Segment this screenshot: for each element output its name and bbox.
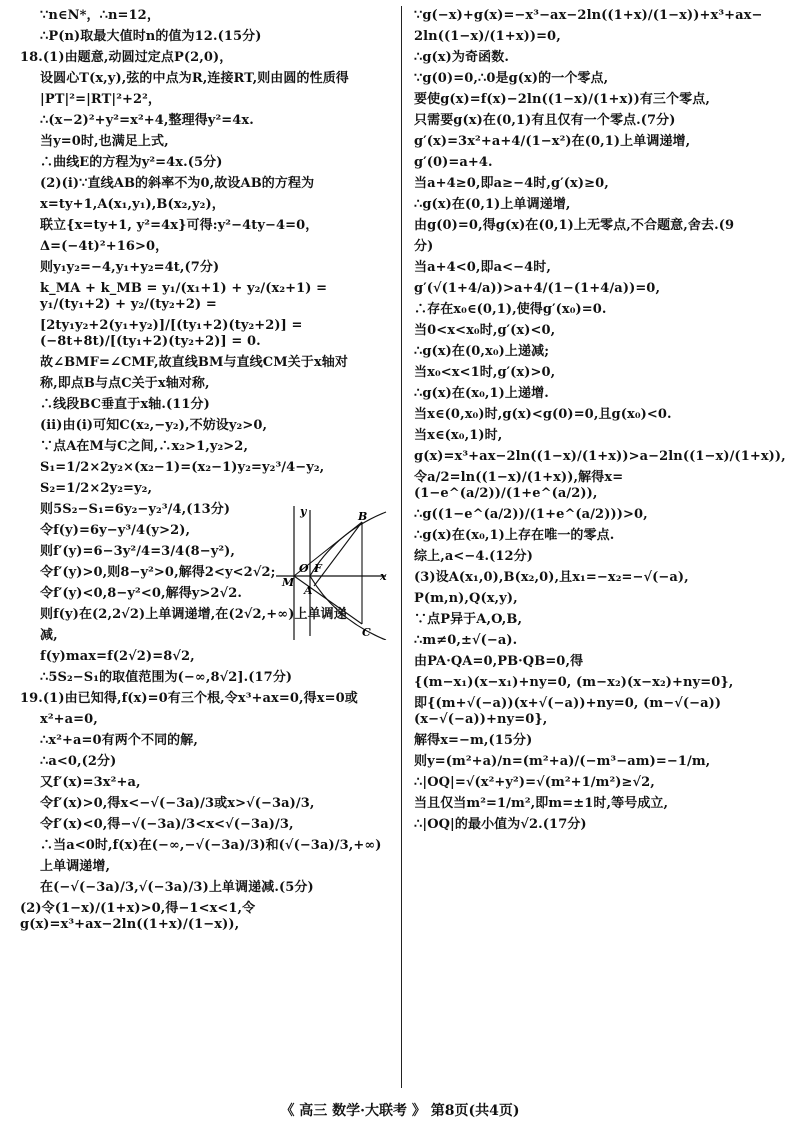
page-footer: 《 高三 数学·大联考 》 第8页(共4页)	[280, 1103, 520, 1119]
answer-line: 2ln((1−x)/(1+x))=0,	[414, 29, 561, 44]
answer-line: f(y)max=f(2√2)=8√2,	[40, 649, 195, 664]
answer-line: 设圆心T(x,y),弦的中点为R,连接RT,则由圆的性质得	[40, 71, 349, 86]
answer-line: 当a+4<0,即a<−4时,	[414, 260, 552, 275]
answer-line: ∴曲线E的方程为y²=4x.(5分)	[40, 155, 223, 170]
answer-line: ∴|OQ|=√(x²+y²)=√(m²+1/m²)≥√2,	[414, 775, 655, 790]
answer-line: 综上,a<−4.(12分)	[414, 549, 533, 564]
left-column	[20, 8, 390, 938]
answer-line: 当x∈(0,x₀)时,g(x)<g(0)=0,且g(x₀)<0.	[414, 407, 672, 422]
answer-line: ∴当a<0时,f(x)在(−∞,−√(−3a)/3)和(√(−3a)/3,+∞)	[40, 838, 382, 853]
answer-line: (2)(ⅰ)∵直线AB的斜率不为0,故设AB的方程为	[40, 176, 315, 191]
answer-line: ∴g(x)在(x₀,1)上递增.	[414, 386, 549, 401]
figure-label-f: F	[314, 562, 322, 575]
answer-line: ∴|OQ|的最小值为√2.(17分)	[414, 817, 587, 832]
figure-label-y: y	[300, 506, 307, 518]
answer-line: 则y₁y₂=−4,y₁+y₂=4t,(7分)	[40, 260, 220, 275]
answer-line: {(m−x₁)(x−x₁)+ny=0, (m−x₂)(x−x₂)+ny=0},	[414, 675, 734, 690]
answer-line: ∴m≠0,±√(−a).	[414, 633, 518, 648]
answer-line: 则y=(m²+a)/n=(m²+a)/(−m³−am)=−1/m,	[414, 754, 711, 769]
answer-line: ∵g(0)=0,∴0是g(x)的一个零点,	[414, 71, 609, 86]
answer-line: 18.(1)由题意,动圆过定点P(2,0)，	[20, 50, 233, 65]
answer-line: 则f(y)在(2,2√2)上单调递增,在(2√2,+∞)上单调递	[40, 607, 347, 622]
answer-line: [2ty₁y₂+2(y₁+y₂)]/[(ty₁+2)(ty₂+2)] = (−8t+8t)/[(ty₁+2)(ty₂+2)] = 0.	[40, 318, 308, 349]
answer-line: (ⅱ)由(ⅰ)可知C(x₂,−y₂),不妨设y₂>0,	[40, 418, 268, 433]
parabola-figure	[276, 506, 388, 640]
answer-line: 要使g(x)=f(x)−2ln((1−x)/(1+x))有三个零点,	[414, 92, 710, 107]
answer-line: 令f′(y)>0,则8−y²>0,解得2<y<2√2;	[40, 565, 276, 580]
figure-label-b: B	[358, 510, 368, 523]
answer-line: 由g(0)=0,得g(x)在(0,1)上无零点,不合题意,舍去.(9	[414, 218, 735, 233]
answer-line: ∴g(x)在(0,1)上单调递增,	[414, 197, 571, 212]
answer-line: 又f′(x)=3x²+a,	[40, 775, 141, 790]
answer-line: 只需要g(x)在(0,1)有且仅有一个零点.(7分)	[414, 113, 676, 128]
answer-line: 联立{x=ty+1, y²=4x}可得:y²−4ty−4=0，	[40, 218, 319, 233]
answer-line: ∴x²+a=0有两个不同的解,	[40, 733, 198, 748]
answer-line: 由PA·QA=0,PB·QB=0,得	[414, 654, 584, 669]
answer-line: 故∠BMF=∠CMF,故直线BM与直线CM关于x轴对	[40, 355, 348, 370]
answer-line: ∴(x−2)²+y²=x²+4,整理得y²=4x.	[40, 113, 254, 128]
answer-line: ∴线段BC垂直于x轴.(11分)	[40, 397, 210, 412]
answer-line: 19.(1)由已知得,f(x)=0有三个根,令x³+ax=0,得x=0或	[20, 691, 358, 706]
answer-line: 称,即点B与点C关于x轴对称,	[40, 376, 210, 391]
answer-line: 令f′(x)<0,得−√(−3a)/3<x<√(−3a)/3,	[40, 817, 294, 832]
answer-line: |PT|²=|RT|²+2²，	[40, 92, 162, 107]
answer-line: g(x)=x³+ax−2ln((1−x)/(1+x))>a−2ln((1−x)/(1+x)),	[414, 449, 786, 464]
answer-line: ∵g(−x)+g(x)=−x³−ax−2ln((1+x)/(1−x))+x³+ax−	[414, 8, 763, 23]
answer-line: 当x∈(x₀,1)时,	[414, 428, 503, 443]
answer-line: 解得x=−m,(15分)	[414, 733, 533, 748]
answer-line: ∴P(n)取最大值时n的值为12.(15分)	[40, 29, 262, 44]
answer-line: ∴存在x₀∈(0,1),使得g′(x₀)=0.	[414, 302, 607, 317]
answer-line: 令f′(x)>0,得x<−√(−3a)/3或x>√(−3a)/3,	[40, 796, 315, 811]
answer-line: g′(0)=a+4.	[414, 155, 493, 170]
answer-line: Δ=(−4t)²+16>0，	[40, 239, 169, 254]
answer-line: (3)设A(x₁,0),B(x₂,0),且x₁=−x₂=−√(−a),	[414, 570, 689, 585]
figure-label-a: A	[304, 584, 313, 597]
answer-line: 当x₀<x<1时,g′(x)>0,	[414, 365, 556, 380]
answer-line: 当a+4≥0,即a≥−4时,g′(x)≥0,	[414, 176, 609, 191]
answer-line: k_MA + k_MB = y₁/(x₁+1) + y₂/(x₂+1) = y₁/(ty₁+2) + y₂/(ty₂+2) =	[40, 281, 332, 312]
answer-line: ∴g(x)为奇函数.	[414, 50, 509, 65]
answer-line: x=ty+1,A(x₁,y₁),B(x₂,y₂)，	[40, 197, 225, 212]
figure-label-x: x	[380, 570, 387, 583]
answer-line: ∴g(x)在(0,x₀)上递减;	[414, 344, 550, 359]
answer-line: S₂=1/2×2y₂=y₂,	[40, 481, 153, 496]
answer-line: 则f′(y)=6−3y²/4=3/4(8−y²),	[40, 544, 236, 559]
answer-line: g′(x)=3x²+a+4/(1−x²)在(0,1)上单调递增,	[414, 134, 691, 149]
answer-line: 令f(y)=6y−y³/4(y>2),	[40, 523, 191, 538]
answer-line: 当0<x<x₀时,g′(x)<0,	[414, 323, 556, 338]
answer-line: 减,	[40, 628, 58, 643]
answer-line: 分)	[414, 239, 434, 254]
answer-line: g′(√(1+4/a))>a+4/(1−(1+4/a))=0,	[414, 281, 661, 296]
answer-line: ∴g((1−e^(a/2))/(1+e^(a/2)))>0,	[414, 507, 648, 522]
answer-line: ∵n∈N*，∴n=12，	[40, 8, 160, 23]
answer-line: ∵点P异于A,O,B,	[414, 612, 523, 627]
answer-line: ∵点A在M与C之间,∴x₂>1,y₂>2,	[40, 439, 249, 454]
answer-line: x²+a=0,	[40, 712, 98, 727]
answer-line: 即{(m+√(−a))(x+√(−a))+ny=0, (m−√(−a))(x−√(−a))+ny=0},	[414, 696, 722, 727]
answer-line: 当且仅当m²=1/m²,即m=±1时,等号成立,	[414, 796, 669, 811]
figure-label-c: C	[362, 626, 371, 639]
answer-line: 当y=0时,也满足上式,	[40, 134, 169, 149]
answer-line: 则5S₂−S₁=6y₂−y₂³/4,(13分)	[40, 502, 231, 517]
answer-line: ∴a<0,(2分)	[40, 754, 117, 769]
answer-line: 令a/2=ln((1−x)/(1+x)),解得x=(1−e^(a/2))/(1+e^(a/2)),	[414, 470, 624, 501]
answer-line: 在(−√(−3a)/3,√(−3a)/3)上单调递减.(5分)	[40, 880, 314, 895]
figure-label-m: M	[282, 576, 295, 589]
answer-line: (2)令(1−x)/(1+x)>0,得−1<x<1,令g(x)=x³+ax−2ln((1+x)/(1−x)),	[20, 901, 256, 932]
answer-line: 令f′(y)<0,8−y²<0,解得y>2√2.	[40, 586, 242, 601]
right-column	[414, 8, 786, 838]
answer-line: S₁=1/2×2y₂×(x₂−1)=(x₂−1)y₂=y₂³/4−y₂,	[40, 460, 325, 475]
answer-line: P(m,n),Q(x,y),	[414, 591, 518, 606]
figure-label-o: O	[299, 562, 309, 575]
answer-line: 上单调递增,	[40, 859, 111, 874]
answer-line: ∴g(x)在(x₀,1)上存在唯一的零点.	[414, 528, 615, 543]
column-divider	[401, 6, 402, 1088]
answer-line: ∴5S₂−S₁的取值范围为(−∞,8√2].(17分)	[40, 670, 293, 685]
